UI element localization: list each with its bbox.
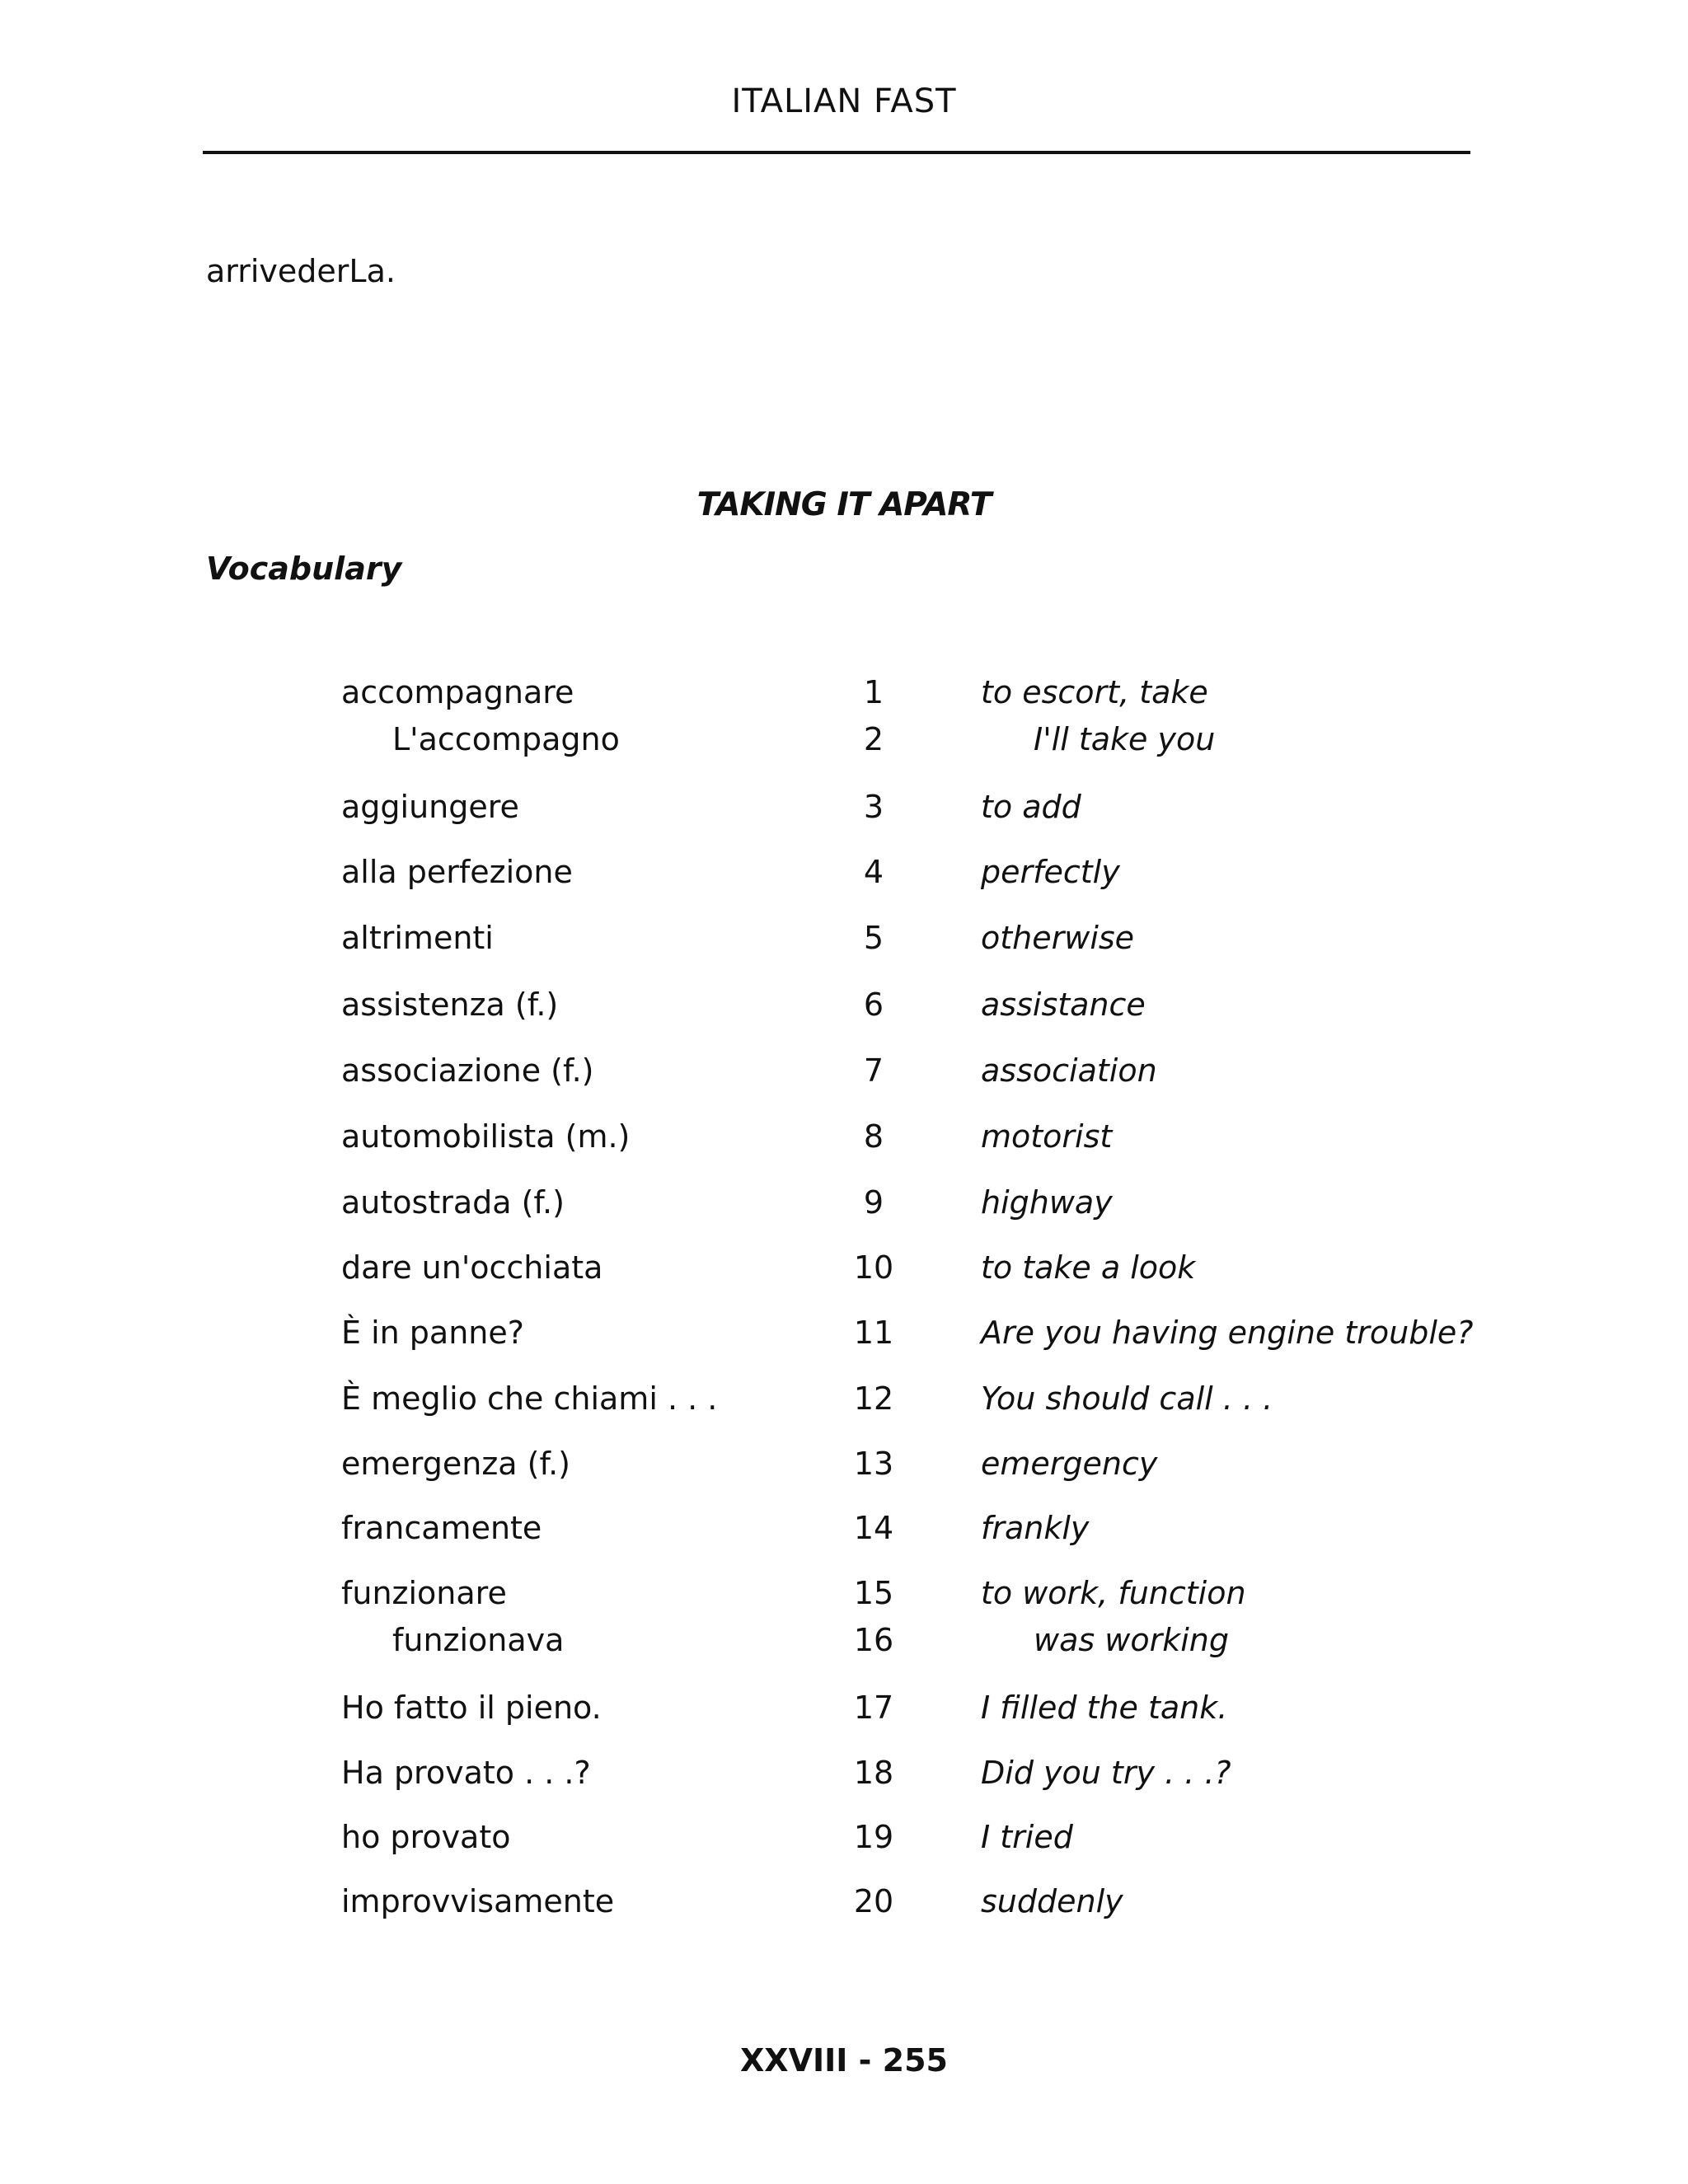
vocab-meaning: Did you try . . .? <box>981 1755 1231 1791</box>
vocab-meaning: to work, function <box>981 1575 1246 1611</box>
vocab-meaning: otherwise <box>981 920 1135 956</box>
vocab-number: 4 <box>863 854 884 890</box>
vocab-meaning: motorist <box>981 1118 1113 1155</box>
vocab-term: alla perfezione <box>341 854 573 890</box>
vocab-entry <box>0 1510 1688 1556</box>
vocab-entry <box>0 854 1688 900</box>
vocab-meaning: You should call . . . <box>981 1380 1273 1417</box>
vocab-meaning: was working <box>1034 1622 1229 1658</box>
vocab-entry <box>0 1380 1688 1427</box>
vocab-meaning: highway <box>981 1184 1113 1221</box>
vocab-term: Ho fatto il pieno. <box>341 1690 602 1726</box>
vocab-number: 7 <box>863 1052 884 1089</box>
vocab-entry <box>0 1249 1688 1296</box>
vocab-number: 3 <box>863 789 884 825</box>
vocab-entry <box>0 1315 1688 1361</box>
vocab-entry <box>0 1184 1688 1230</box>
vocab-number: 11 <box>853 1315 894 1351</box>
vocab-entry <box>0 987 1688 1033</box>
vocab-number: 2 <box>863 721 884 757</box>
vocab-meaning: Are you having engine trouble? <box>981 1315 1474 1351</box>
vocab-number: 9 <box>863 1184 884 1221</box>
vocab-number: 18 <box>853 1755 894 1791</box>
vocab-entry <box>0 1575 1688 1621</box>
vocab-number: 13 <box>853 1446 894 1482</box>
vocab-entry <box>0 789 1688 835</box>
vocab-term: francamente <box>341 1510 542 1546</box>
vocab-meaning: association <box>981 1052 1157 1089</box>
vocab-term: È in panne? <box>341 1315 524 1351</box>
vocab-term: Ha provato . . .? <box>341 1755 591 1791</box>
vocab-meaning: I'll take you <box>1034 721 1216 757</box>
vocab-entry <box>0 1446 1688 1492</box>
vocab-entry <box>0 1883 1688 1929</box>
vocab-number: 20 <box>853 1883 894 1919</box>
vocab-term: È meglio che chiami . . . <box>341 1380 718 1417</box>
vocab-entry <box>0 920 1688 966</box>
vocab-meaning: to take a look <box>981 1249 1196 1286</box>
vocab-term: funzionare <box>341 1575 507 1611</box>
vocab-number: 17 <box>853 1690 894 1726</box>
vocab-number: 6 <box>863 987 884 1023</box>
vocab-term: ho provato <box>341 1819 511 1855</box>
vocab-entry <box>0 1118 1688 1165</box>
page-number: XXVIII - 255 <box>740 2042 948 2079</box>
vocab-term: associazione (f.) <box>341 1052 594 1089</box>
vocab-number: 5 <box>863 920 884 956</box>
section-title: TAKING IT APART <box>696 486 992 523</box>
subsection-title: Vocabulary <box>206 551 402 587</box>
vocab-number: 10 <box>853 1249 894 1286</box>
vocab-term: funzionava <box>392 1622 565 1658</box>
header-divider <box>203 151 1470 154</box>
vocab-term: emergenza (f.) <box>341 1446 570 1482</box>
vocab-meaning: frankly <box>981 1510 1090 1546</box>
vocab-term: automobilista (m.) <box>341 1118 631 1155</box>
vocab-meaning: emergency <box>981 1446 1158 1482</box>
vocab-number: 15 <box>853 1575 894 1611</box>
vocab-number: 16 <box>853 1622 894 1658</box>
vocab-entry <box>0 674 1688 720</box>
vocab-number: 1 <box>863 674 884 710</box>
vocab-meaning: perfectly <box>981 854 1120 890</box>
running-header: ITALIAN FAST <box>731 82 957 120</box>
vocab-term: altrimenti <box>341 920 494 956</box>
vocab-term: L'accompagno <box>392 721 620 757</box>
vocab-term: assistenza (f.) <box>341 987 559 1023</box>
vocab-meaning: I tried <box>981 1819 1073 1855</box>
vocab-meaning: to escort, take <box>981 674 1208 710</box>
vocab-term: improvvisamente <box>341 1883 615 1919</box>
vocab-entry <box>0 1755 1688 1801</box>
vocab-meaning: to add <box>981 789 1081 825</box>
vocab-entry <box>0 721 1688 767</box>
vocab-term: dare un'occhiata <box>341 1249 603 1286</box>
vocab-number: 8 <box>863 1118 884 1155</box>
vocab-term: autostrada (f.) <box>341 1184 565 1221</box>
vocab-entry <box>0 1622 1688 1668</box>
vocab-entry <box>0 1819 1688 1865</box>
vocab-term: accompagnare <box>341 674 574 710</box>
vocab-meaning: I filled the tank. <box>981 1690 1228 1726</box>
vocab-number: 19 <box>853 1819 894 1855</box>
closing-word: arrivederLa. <box>206 253 396 289</box>
vocab-meaning: assistance <box>981 987 1146 1023</box>
vocab-meaning: suddenly <box>981 1883 1123 1919</box>
vocab-number: 14 <box>853 1510 894 1546</box>
vocab-term: aggiungere <box>341 789 519 825</box>
vocab-entry <box>0 1052 1688 1099</box>
vocab-number: 12 <box>853 1380 894 1417</box>
vocab-entry <box>0 1690 1688 1736</box>
